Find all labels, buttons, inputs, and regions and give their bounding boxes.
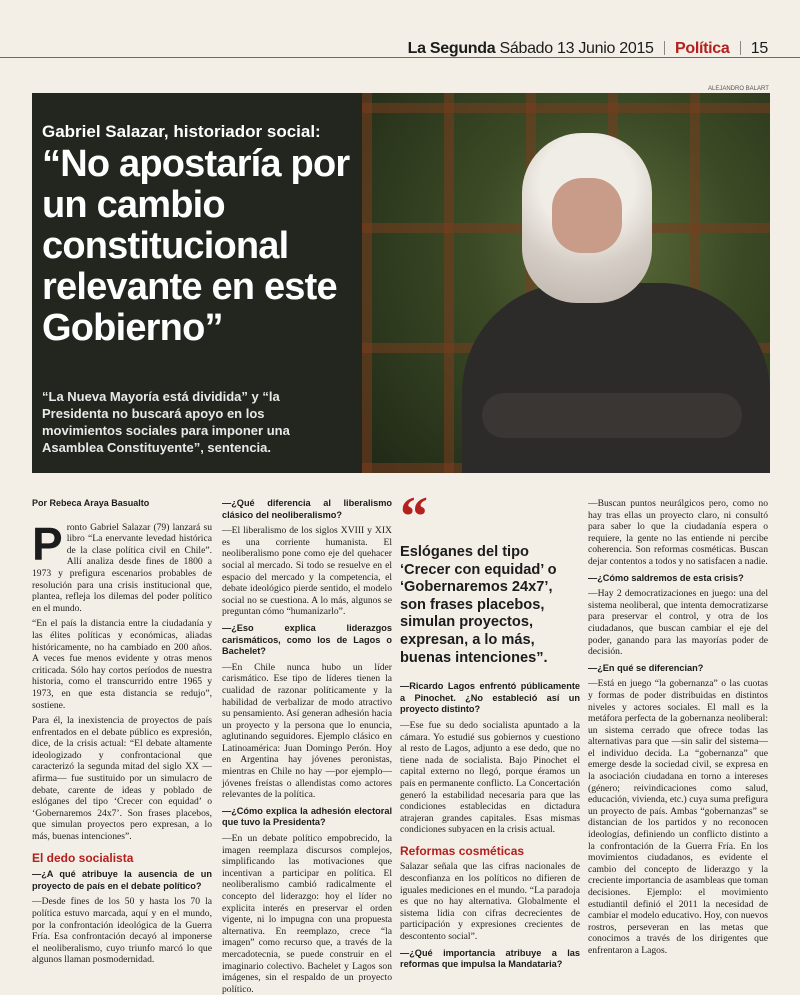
interview-answer: —En Chile nunca hubo un líder carismático. Ese tipo de líderes tienen la cualidad de razonar políticamente y la habilidad de verbalizar de modo atractivo su pensamiento. Así generan adhesión hacia un proyecto y la persona que lo enuncia, aglutinando seguidores. Ejemplo clásico en Latinoamérica: Juan Domingo Perón. Hoy en Argentina hay jóvenes peronistas, mientras en Chile no hay —por ejemplo— jóvenes freístas o allendistas como actores relevantes de la política. xyxy=(222,661,392,801)
paragraph: Para él, la inexistencia de proyectos de país enfrentados en el debate público es expresión, dice, de la crisis actual: “El debate altamente ideologizado y confrontacional que caracterizó la segunda mitad del siglo XX —afirma— fue sustituido por un simulacro de debate, carente de ideas y poblado de eslóganes del tipo ‘Crecer con equidad’ o ‘Gobernaremos 24x7’. Son frases placebos, que simulan proyectos pero expresan, a lo más, buenas intenciones”. xyxy=(32,715,212,843)
subhead: El dedo socialista xyxy=(32,850,134,865)
interview-answer: —En un debate político empobrecido, la imagen reemplaza discursos complejos, simplificando las motivaciones que incentivan a participar en política. El neoliberalismo cambió radicalmente el concepto del liderazgo: hoy el líder no explicita interés en preservar el orden vigente, ni lo impugna con una propuesta alternativa. En reemplazo, crece “la imagen” como recurso que, a través de la mercadotecnia, se puede construir en el imaginario colectivo. Bachelet y Lagos son imágenes, sin el respaldo de un proyecto político. xyxy=(222,833,392,995)
portrait-head xyxy=(522,133,652,303)
pull-quote-mark: “ xyxy=(400,486,428,548)
page-number: 15 xyxy=(750,40,768,57)
interview-answer: —Está en juego “la gobernanza” o las cuotas y formas de poder distribuidas en distintos niveles y actores sociales. El mall es la metáfora perfecta de la gobernanza neoliberal: un sistema cerrado que ofrece todas las alternativas para que —sin salir del sistema— el individuo decida. La “gobernanza” que emerge desde la sociedad civil, se expresa en la asociación ciudadana en torno a intereses (género; reivindicaciones como salud, educación, vivienda, etc.) cuya suma prefigura un proyecto de país. Ambas “gobernanzas” se distancian de los partidos y no reconocen ideologías, definiendo un conflicto distinto a la confrontación de la Guerra Fría. En los movimientos ciudadanos, es evidente el cambio del concepto de liderazgo y la creciente importancia de asambleas que toman decisiones. Ejemplo: el movimiento estudiantil definió el 2011 la necesidad de cambiar el modelo educativo. Hoy, con nuevos rostros, perseveran en las metas que conocimos a través de los dirigentes que enfrentaron a Lagos. xyxy=(588,678,769,956)
interview-question: —Ricardo Lagos enfrentó públicamente a Pinochet. ¿No estableció así un proyecto distinto? xyxy=(400,681,580,715)
lead-text: ronto Gabriel Salazar (79) lanzará su libro “La enervante levedad histórica de la clase política civil en Chile”. Allí analiza desde fines de 1800 a 1973 y prefigura escenarios probables de resolución para una crisis institucional que, plantea, refleja los dilemas del poder político en el mundo. xyxy=(32,521,212,614)
headline-deck: “La Nueva Mayoría está dividida” y “la Presidenta no buscará apoyo en los movimientos sociales para imponer una Asamblea Constituyente”, sentencia. xyxy=(42,389,290,455)
paragraph: Salazar señala que las cifras nacionales de desconfianza en los políticos no difieren de iguales mediciones en el mundo. “La paradoja es que no hay alternativa. Globalmente el sistema lidia con cifras decrecientes de participación y expresiones crecientes de descontento social”. xyxy=(400,861,580,943)
lead-paragraph xyxy=(32,517,212,615)
byline: Por Rebeca Araya Basualto xyxy=(32,498,150,508)
paragraph: “En el país la distancia entre la ciudadanía y las élites políticas y económicas, aliadas históricamente, no ha cambiado en 200 años. A veces fue menos evidente y otras menos criticada. Sólo hay cortos períodos de nuestra historia, como el transcurrido entre 1965 y 1973, en que esta distancia se redujo”, sostiene. xyxy=(32,618,212,711)
interview-question: —¿Eso explica liderazgos carismáticos, como los de Lagos o Bachelet? xyxy=(222,622,392,657)
newspaper-name: La Segunda xyxy=(407,40,496,57)
subhead: Reformas cosméticas xyxy=(400,843,525,858)
section-name: Política xyxy=(674,40,730,57)
masthead-divider xyxy=(740,41,741,55)
interview-answer: —Buscan puntos neurálgicos pero, como no hay tras ellas un proyecto claro, ni consultó para saber lo que la ciudadanía espera o requiere, la gente no las entiende ni percibe coherencia. Son reformas cosméticas. Buscan dejar contentos a todos y no satisfacen a nadie. xyxy=(588,498,768,567)
headline-kicker: Gabriel Salazar, historiador social: xyxy=(42,122,321,141)
article-column-2 xyxy=(222,498,392,995)
interview-question: —¿Qué importancia atribuye a las reformas que impulsa la Mandataria? xyxy=(400,947,580,970)
portrait-face xyxy=(552,178,622,253)
interview-answer: —Hay 2 democratizaciones en juego: una del sistema neoliberal, que intenta democratizarse para preservar el control, y otra de los ciudadanos, que buscan cambiar el eje del poder, ganando para las mayorías poder de decisión. xyxy=(588,588,768,658)
masthead-text xyxy=(408,40,768,58)
photo-credit: ALEJANDRO BALART xyxy=(708,86,769,92)
article-column-1 xyxy=(32,498,212,970)
interview-answer: —El liberalismo de los siglos XVIII y XIX es una corriente humanista. El neoliberalismo pone como eje del quehacer social al mercado. Si todo se resuelve en el espacio del mercado y la competencia, el debate ideológico pierde sentido, el modelo social no se cuestiona. A lo más, algunos se preguntan cómo “humanizarlo”. xyxy=(222,525,392,618)
portrait-photo xyxy=(462,133,770,473)
interview-answer: —Desde fines de los 50 y hasta los 70 la política estuvo marcada, aquí y en el mundo, por la confrontación ideológica de la Guerra Fría. Esa confrontación decayó al imponerse el neoliberalismo, cuyo triunfo marcó lo que algunos llaman posmodernidad. xyxy=(32,896,212,966)
interview-question: —¿A qué atribuye la ausencia de un proyecto de país en el debate político? xyxy=(32,869,212,891)
pull-quote: Eslóganes del tipo ‘Crecer con equidad’ o ‘Gobernaremos 24x7’, son frases placebos, simulan proyectos, expresan, a lo más, buenas intenciones”. xyxy=(400,544,557,666)
masthead xyxy=(0,0,800,72)
masthead-divider xyxy=(664,41,665,55)
article-column-4 xyxy=(588,498,768,961)
article-column-3 xyxy=(400,486,580,975)
interview-question: —¿Cómo saldremos de esta crisis? xyxy=(588,572,744,583)
headline: “No apostaría por un cambio constitucional relevante en este Gobierno” xyxy=(42,143,350,349)
interview-question: —¿En qué se diferencian? xyxy=(588,662,704,673)
drop-cap: P xyxy=(32,517,63,570)
portrait-body xyxy=(462,283,770,473)
interview-question: —¿Cómo explica la adhesión electoral que tuvo la Presidenta? xyxy=(222,805,392,828)
issue-date: Sábado 13 Junio 2015 xyxy=(499,40,654,57)
masthead-rule xyxy=(0,57,800,58)
portrait-crossed-arms xyxy=(482,393,742,438)
interview-question: —¿Qué diferencia al liberalismo clásico del neoliberalismo? xyxy=(222,498,392,520)
interview-answer: —Ese fue su dedo socialista apuntado a la cámara. Yo estudié sus gobiernos y cuestiono al resto de Lagos, adjunto a ese dedo, que no tiene nada de socialista. Bajo Pinochet el capital externo no llegó, porque éramos un país en permanente conflicto. La Concertación generó la estabilidad necesaria para que las condiciones establecidas en dictadura atrajeran grandes capitales. Esas mismas condiciones subyacen en la crisis actual. xyxy=(400,719,580,836)
